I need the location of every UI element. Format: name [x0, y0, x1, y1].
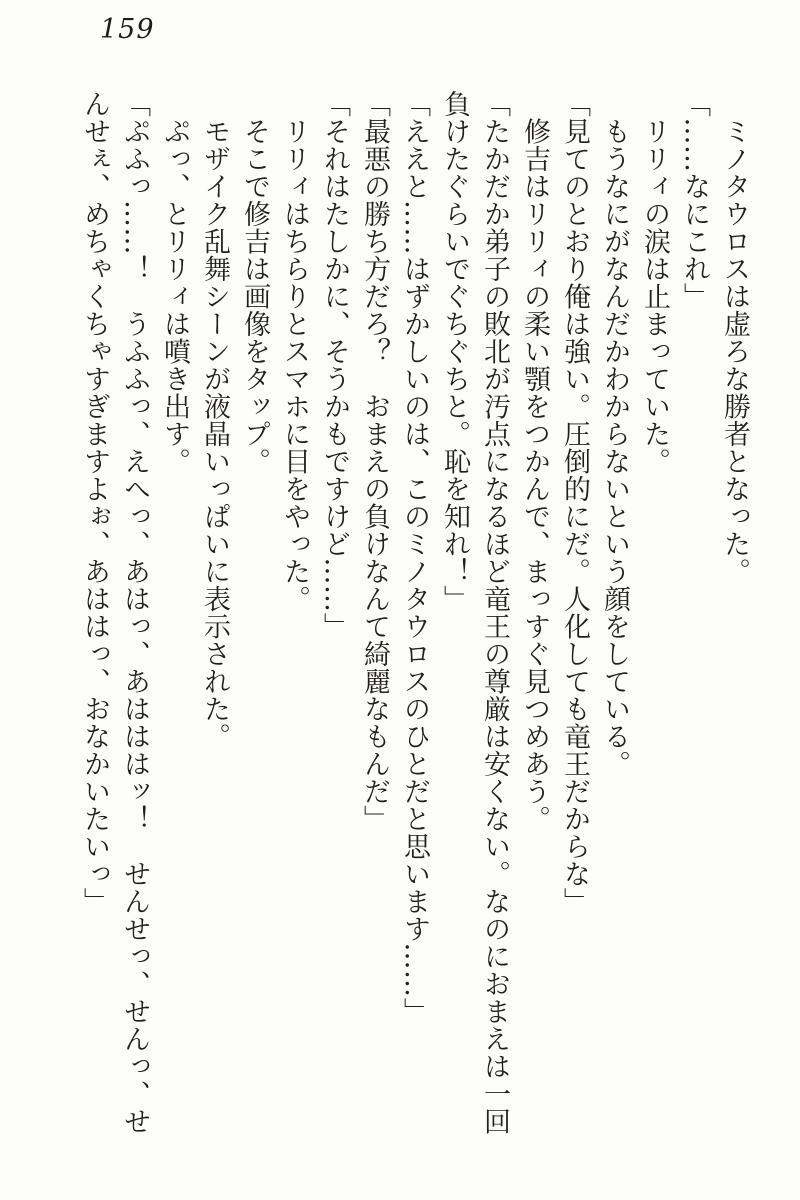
- text-line-13: そこで修吉は画像をタップ。: [239, 90, 270, 475]
- text-line-17: んせぇ、めちゃくちゃすぎますよぉ、あははっ、おなかいたいっ」: [79, 90, 110, 915]
- text-line-11: 「それはたしかに、そうかもですけど……」: [319, 90, 350, 640]
- text-line-6: 修吉はリリィの柔い顎をつかんで、まっすぐ見つめあう。: [519, 90, 550, 833]
- text-line-10: 「最悪の勝ち方だろ？ おまえの負けなんて綺麗なもんだ」: [359, 90, 390, 833]
- text-line-1: ミノタウロスは虚ろな勝者となった。: [719, 90, 750, 585]
- body-text: [74, 90, 754, 1142]
- text-line-8: 負けたぐらいでぐちぐちと。恥を知れ！」: [439, 90, 470, 613]
- text-line-4: もうなにがなんだかわからないという顔をしている。: [599, 90, 630, 778]
- page-number: 159: [100, 14, 155, 45]
- text-line-14: モザイク乱舞シーンが液晶いっぱいに表示された。: [199, 90, 230, 750]
- text-line-7: 「たかだか弟子の敗北が汚点になるほど竜王の尊厳は安くない。なのにおまえは一回: [479, 90, 510, 1135]
- text-line-12: リリィはちらりとスマホに目をやった。: [279, 90, 310, 613]
- text-line-3: リリィの涙は止まっていた。: [639, 90, 670, 475]
- text-line-15: ぷっ、とリリィは噴き出す。: [159, 90, 190, 475]
- text-line-2: 「……なにこれ」: [679, 90, 710, 310]
- text-line-9: 「ええと……はずかしいのは、このミノタウロスのひとだと思います……」: [399, 90, 430, 1025]
- text-line-16: 「ぷふっ……！ うふふっ、えへっ、あはっ、あはははッ！ せんせっ、せんっ、せ: [119, 90, 150, 1135]
- text-line-5: 「見てのとおり俺は強い。圧倒的にだ。人化しても竜王だからな」: [559, 90, 590, 915]
